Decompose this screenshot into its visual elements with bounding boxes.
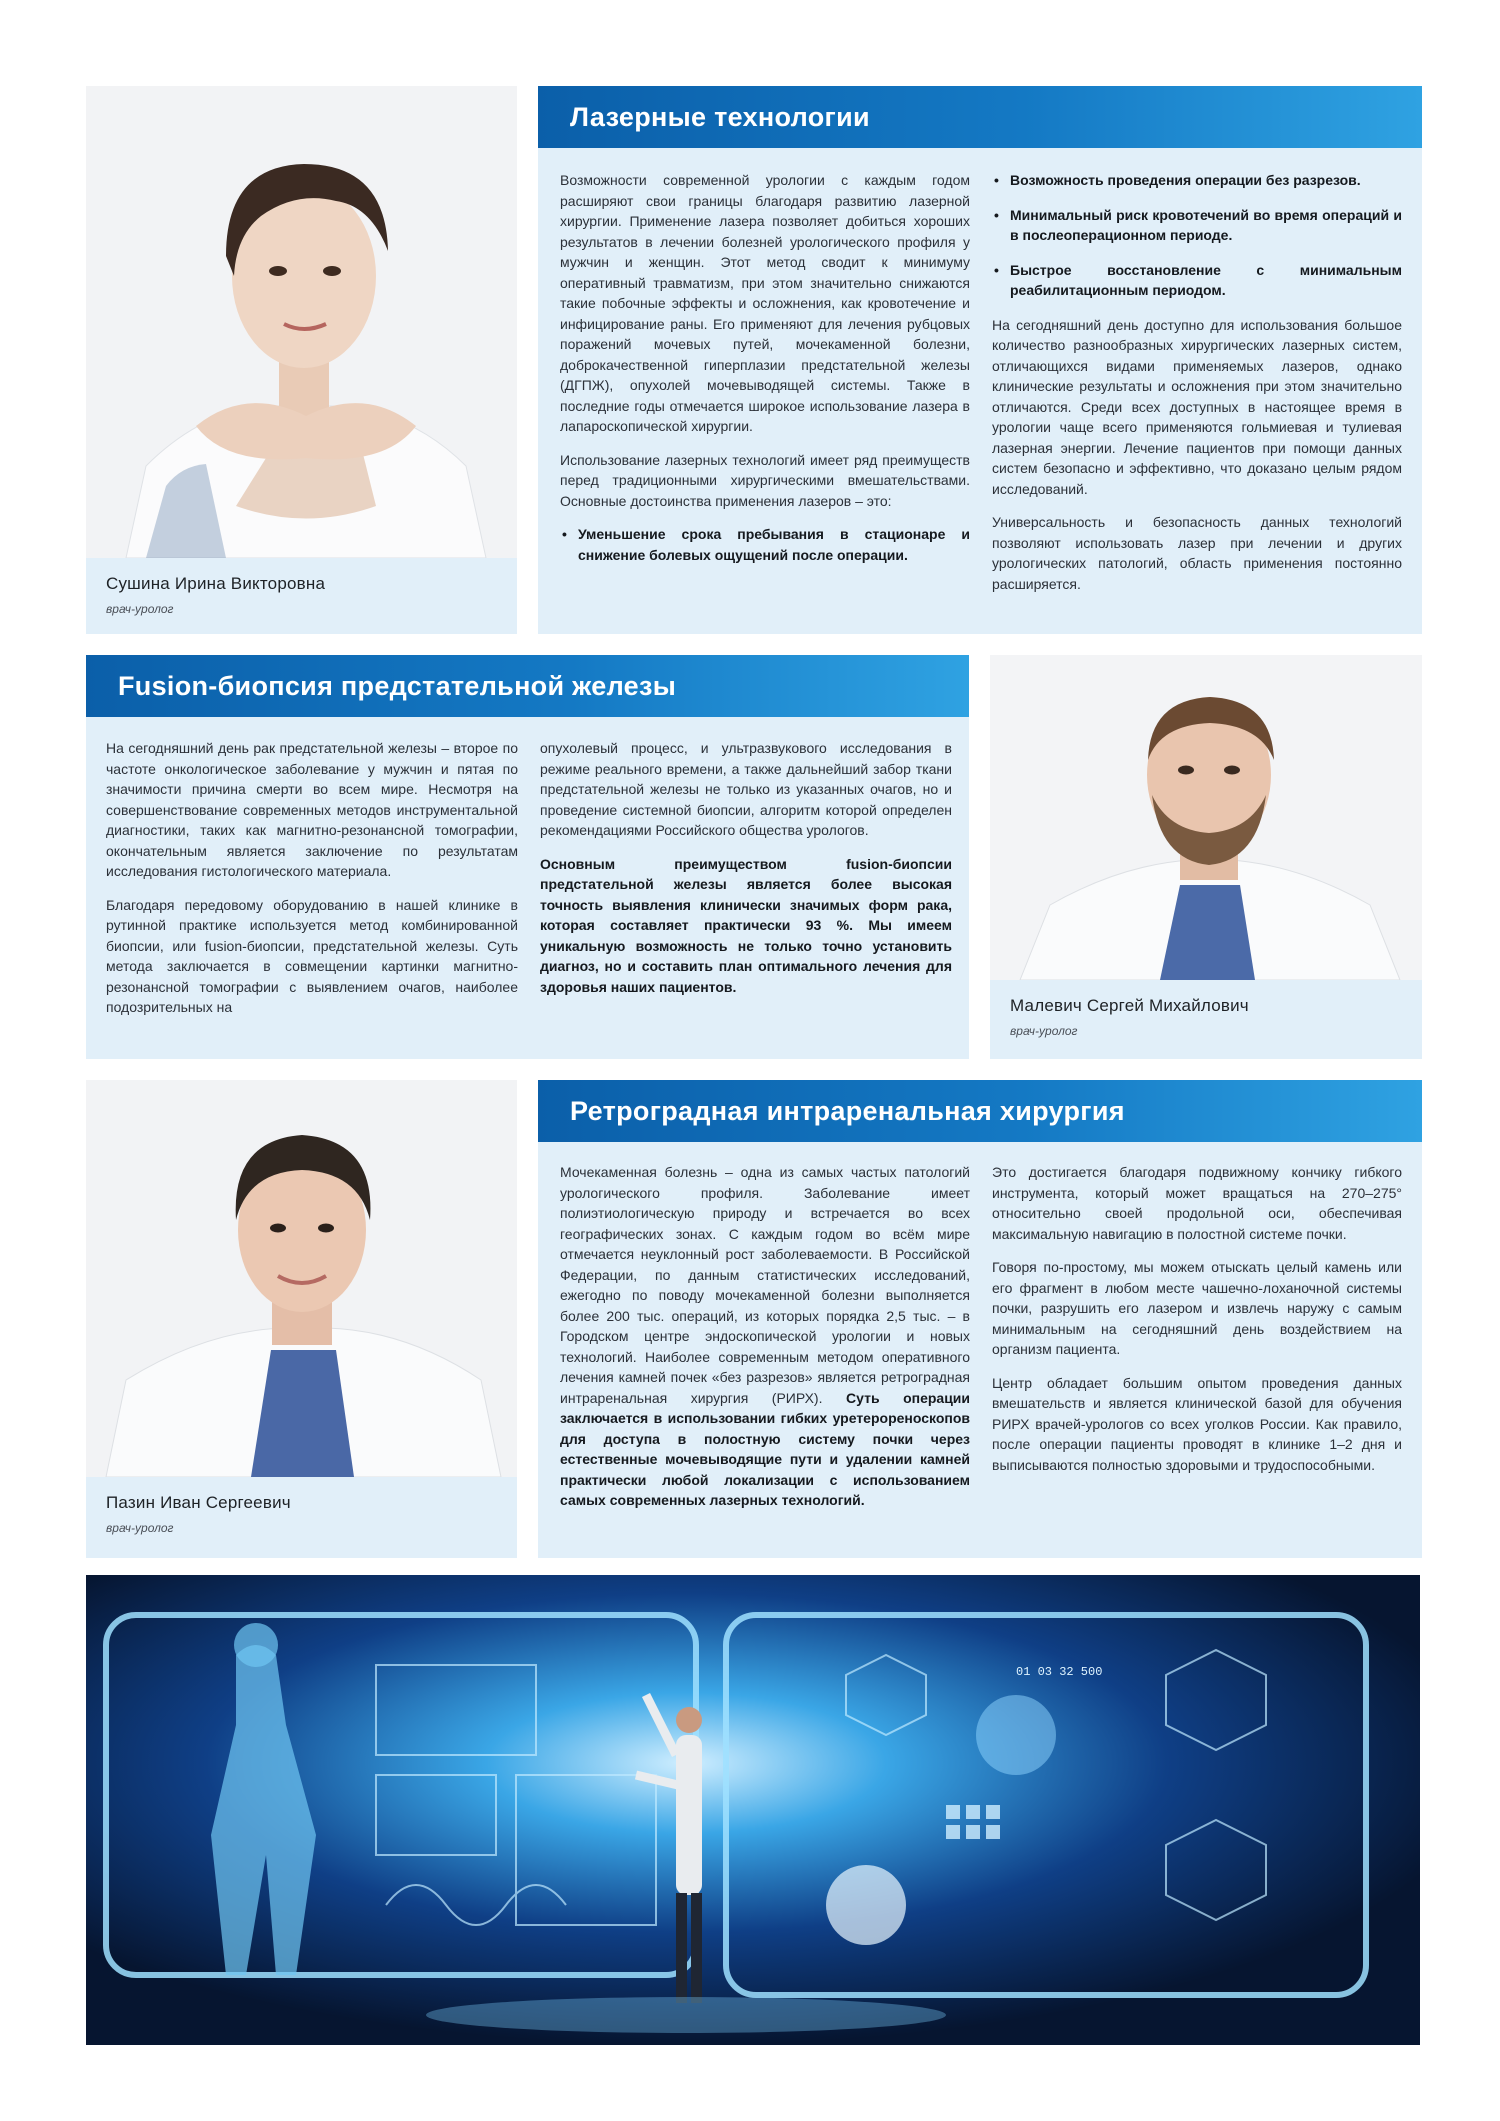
paragraph: Универсальность и безопасность данных технологий позволяют использовать лазер при лечении и других урологических патологий, область применения постоянно расширяется. xyxy=(992,514,1402,592)
futuristic-medical-banner xyxy=(86,1575,1420,2045)
doctor-photo-pazin xyxy=(86,1080,517,1477)
list-item: • Минимальный риск кровотечений во время операций и в послеоперационном периоде. xyxy=(992,205,1402,246)
list-item: • Быстрое восстановление с минимальным реабилитационным периодом. xyxy=(992,260,1402,301)
doctor-photo-malevich xyxy=(990,655,1422,980)
rirs-column-2 xyxy=(992,1162,1402,1488)
fusion-section-title: Fusion-биопсия предстательной железы xyxy=(86,655,969,717)
paragraph: Основным преимуществом fusion-биопсии предстательной железы является более высокая точность выявления клинически значимых форм рака, которая составляет практически 93 %. Мы имеем уникальную возможность не только точно установить диагноз, но и составить план оптимального лечения для здоровья наших пациентов. xyxy=(540,855,952,995)
doctor-name: Малевич Сергей Михайлович xyxy=(1010,996,1249,1015)
paragraph: Использование лазерных технологий имеет ряд преимуществ перед традиционными хирургическими вмешательствами. Основные достоинства применения лазеров – это: xyxy=(560,451,970,509)
doctor-role: врач-уролог xyxy=(106,602,174,616)
banner-illustration xyxy=(86,1575,1420,2045)
paragraph: Благодаря передовому оборудованию в нашей клинике в рутинной практике используется метод комбинированной биопсии, или fusion-биопсии, предстательной железы. Суть метода заключается в совмещении картинки магнитно-резонансной томографии с выявлением очагов, наиболее подозрительных на xyxy=(106,896,518,1015)
fusion-column-1 xyxy=(106,738,518,1031)
doctor-caption-sushina xyxy=(86,558,517,634)
doctor-role: врач-уролог xyxy=(1010,1024,1078,1038)
rirs-section-title: Ретроградная интраренальная хирургия xyxy=(538,1080,1422,1142)
doctor-caption-malevich xyxy=(990,980,1422,1059)
laser-section-title: Лазерные технологии xyxy=(538,86,1422,148)
paragraph-text: Мочекаменная болезнь – одна из самых частых патологий урологического профиля. Заболевание имеет полиэтиологическую природу и встречается во всех географических зонах. С каждым годом во всём мире отмечается неуклонный рост заболеваемости. В Российской Федерации, по данным статистических исследований, ежегодно по поводу мочекаменной болезни выполняется более 200 тыс. операций, из которых порядка 2,5 тыс. – в Городском центре эндоскопической урологии и новых технологий. Наиболее современным методом оперативного лечения камней почек «без разрезов» является ретроградная интраренальная хирургия (РИРХ). xyxy=(560,1164,970,1406)
paragraph: Говоря по-простому, мы можем отыскать целый камень или его фрагмент в любом месте чашечно-лоханочной системы почки, разрушить его лазером и извлечь наружу с самым минимальным на сегодняшний день воздействием на организм пациента. xyxy=(992,1259,1402,1357)
doctor-name: Сушина Ирина Викторовна xyxy=(106,574,326,593)
doctor-caption-pazin xyxy=(86,1477,517,1558)
paragraph: опухолевый процесс, и ультразвукового исследования в режиме реального времени, а также дальнейший забор ткани предстательной железы не только из указанных очагов, но и проведение системной биопсии, алгоритм которой определен рекомендациями Российского общества урологов. xyxy=(540,740,952,838)
doctor-photo-sushina xyxy=(86,86,517,558)
advantages-list xyxy=(992,170,1402,301)
laser-column-2 xyxy=(992,170,1402,607)
advantages-list xyxy=(560,524,970,565)
fusion-column-2 xyxy=(540,738,952,1010)
paragraph: Возможности современной урологии с каждым годом расширяют свои границы благодаря развитию лазерной хирургии. Применение лазера позволяет добиться хороших результатов в лечении болезней урологического профиля у мужчин и женщин. Этот метод сводит к минимуму оперативный травматизм, при этом значительно снижаются такие побочные эффекты и осложнения, как кровотечение и инфицирование раны. Его применяют для лечения рубцовых поражений мочевых путей, мочекаменной болезни, доброкачественной гиперплазии предстательной железы (ДГПЖ), опухолей мочевыводящей системы. Также в последние годы отмечается широкое использование лазера в лапароскопической хирургии. xyxy=(560,172,970,434)
doctor-name: Пазин Иван Сергеевич xyxy=(106,1493,291,1512)
laser-column-1 xyxy=(560,170,970,579)
paragraph-emphasis: Суть операции заключается в использовании гибких уретерореноскопов для доступа в полостную систему почки через естественные мочевыводящие пути и удалении камней практически любой локализации с использованием самых современных лазерных технологий. xyxy=(560,1389,971,1508)
paragraph xyxy=(560,1162,970,1511)
list-item: • Возможность проведения операции без разрезов. xyxy=(992,170,1402,191)
paragraph: На сегодняшний день рак предстательной железы – второе по частоте онкологическое заболевание у мужчин и пятая по значимости причина смерти во всем мире. Несмотря на совершенствование современных методов инструментальной диагностики, таких как магнитно-резонансной томографии, окончательным является заключение по результатам исследования гистологического материала. xyxy=(106,740,518,879)
paragraph: Это достигается благодаря подвижному кончику гибкого инструмента, который может вращаться на 270–275° относительно своей продольной оси, обеспечивая максимальную навигацию в полостной системе почки. xyxy=(992,1164,1402,1242)
list-item: • Уменьшение срока пребывания в стационаре и снижение болевых ощущений после операции. xyxy=(560,524,970,565)
doctor-role: врач-уролог xyxy=(106,1521,174,1535)
paragraph: Центр обладает большим опытом проведения данных вмешательств и является клинической базой для обучения РИРХ врачей-урологов со всех уголков России. Как правило, после операции пациенты проводят в клинике 1–2 дня и выписываются полностью здоровыми и трудоспособными. xyxy=(992,1374,1402,1473)
banner-readout: 01 03 32 500 xyxy=(1016,1665,1103,1679)
rirs-column-1 xyxy=(560,1162,970,1524)
paragraph: На сегодняшний день доступно для использования большое количество разнообразных хирургических лазерных систем, отличающихся видами применяемых лазеров, однако клинические результаты и осложнения при этом значительно отличаются. Среди всех доступных в настоящее время в урологии чаще всего применяются гольмиевая и тулиевая лазерная энергии. Лечение пациентов при помощи данных систем безопасно и эффективно, что доказано целым рядом исследований. xyxy=(992,316,1402,497)
